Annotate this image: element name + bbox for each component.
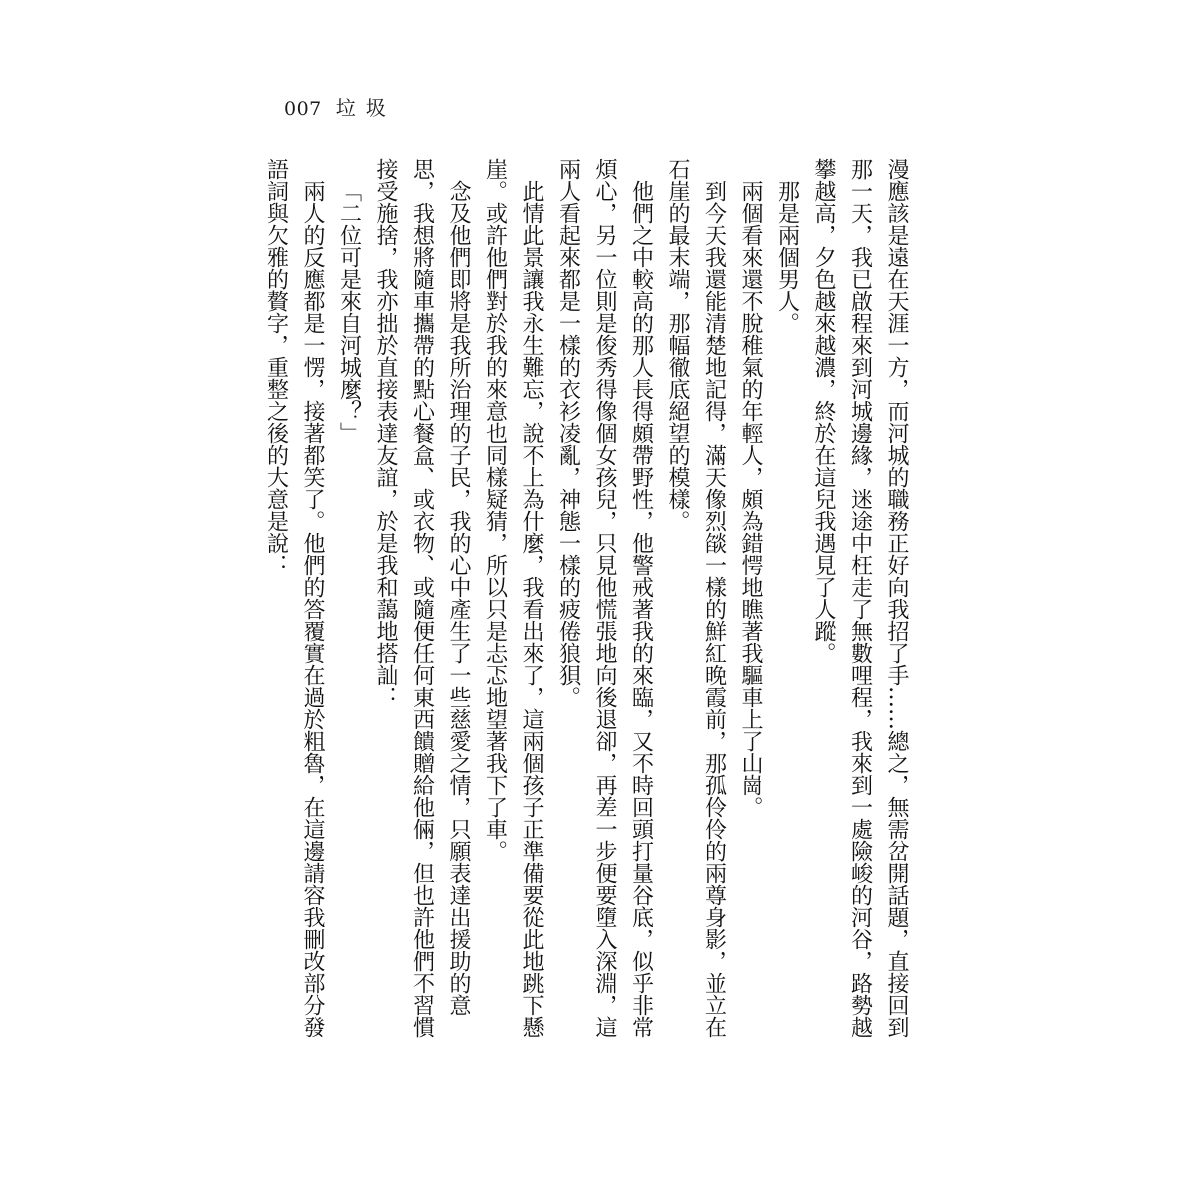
- chapter-title: 垃圾: [335, 96, 396, 120]
- page-number: 007: [284, 98, 322, 120]
- paragraph: 此情此景讓我永生難忘，說不上為什麼，我看出來了，這兩個孩子正準備要從此地跳下懸崖。或許他們對於我的來意也同樣疑猜，所以只是忐忑地望著我下了車。: [482, 158, 544, 1038]
- paragraph: 那是兩個男人。: [774, 180, 800, 334]
- paragraph: 「二位可是來自河城麼？」: [336, 180, 362, 444]
- page-header: [284, 92, 396, 121]
- paragraph: 他們之中較高的那人長得頗帶野性，他警戒著我的來臨，又不時回頭打量谷底，似乎非常煩心，另一位則是俊秀得像個女孩兒，只見他慌張地向後退卻，再差一步便要墮入深淵，這兩人看起來都是一樣的衣衫凌亂，神態一樣的疲倦狼狽。: [555, 158, 654, 1038]
- paragraph: 念及他們即將是我所治理的子民，我的心中產生了一些慈愛之情，只願表達出援助的意思，我想將隨車攜帶的點心餐盒、或衣物、或隨便任何東西饋贈給他倆，但也許他們不習慣接受施捨，我亦拙於直接表達友誼，於是我和藹地搭訕：: [373, 158, 471, 1038]
- vertical-body-text: [257, 158, 914, 1038]
- paragraph: 漫應該是遠在天涯一方，而河城的職務正好向我招了手……總之，無需岔開話題，直接回到那一天，我已啟程來到河城邊緣，迷途中枉走了無數哩程，我來到一處險峻的河谷，路勢越攀越高，夕色越來越濃，終於在這兒我遇見了人蹤。: [811, 158, 909, 1038]
- paragraph: 兩個看來還不脫稚氣的年輕人，頗為錯愕地瞧著我驅車上了山崗。: [738, 180, 763, 818]
- paragraph: 兩人的反應都是一愣，接著都笑了。他們的答覆實在過於粗魯，在這邊請容我刪改部分發語詞與欠雅的贅字，重整之後的大意是說：: [263, 158, 325, 1038]
- paragraph: 到今天我還能清楚地記得，滿天像烈燄一樣的鮮紅晚霞前，那孤伶伶的兩尊身影，並立在石崖的最末端，那幅徹底絕望的模樣。: [665, 158, 727, 1038]
